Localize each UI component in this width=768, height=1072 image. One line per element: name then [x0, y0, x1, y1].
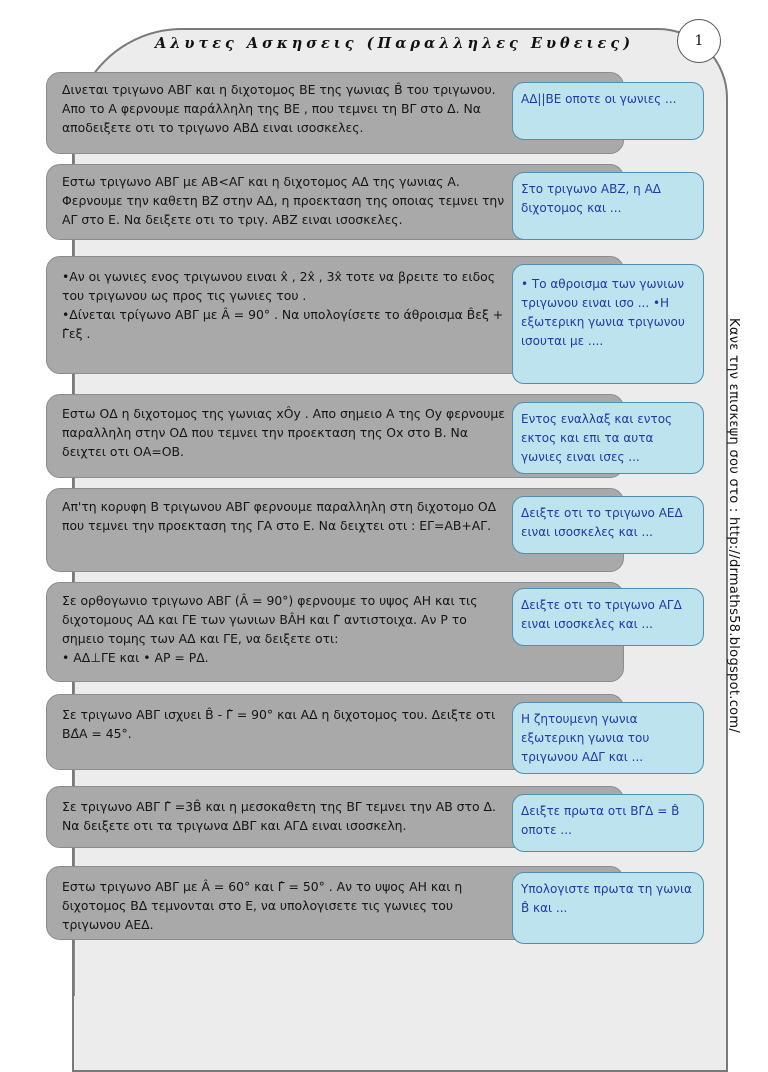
page-number-badge: 1 [677, 19, 721, 63]
exercise-text-b: • ΑΔ⊥ΓΕ και • ΑΡ = ΡΔ. [62, 650, 209, 665]
exercise-text: Δινεται τριγωνο ΑΒΓ και η διχοτομος ΒΕ της γωνιας B̂ του τριγωνου. Απο το Α φερνουμε παράλληλη της ΒΕ , που τεμνει τη ΒΓ στο Δ. Να αποδειξετε οτι το τριγωνο ΑΒΔ ειναι ισοσκελες. [62, 82, 496, 135]
hint-box-2 [512, 172, 704, 240]
hint-text: Η ζητουμενη γωνια εξωτερικη γωνια του τριγωνου ΑΔΓ και ... [521, 712, 650, 764]
hint-box-8 [512, 794, 704, 852]
hint-box-7 [512, 702, 704, 774]
exercise-text: Εστω τριγωνο ΑΒΓ με Â = 60° και Γ̂ = 50° . Αν το υψος ΑΗ και η διχοτομος ΒΔ τεμνονται στο Ε, να υπολογισετε τις γωνιες του τριγωνου ΑΕΔ. [62, 879, 463, 932]
hint-box-4 [512, 402, 704, 474]
exercise-text-b: •Δίνεται τρίγωνο ΑΒΓ με Â = 90° . Να υπολογίσετε το άθροισμα B̂εξ + Γ̂εξ . [62, 307, 504, 341]
exercise-text: Σε τριγωνο ΑΒΓ Γ̂ =3B̂ και η μεσοκαθετη της ΒΓ τεμνει την ΑΒ στο Δ. Να δειξετε οτι τα τριγωνα ΔΒΓ και ΑΓΔ ειναι ισοσκελη. [62, 799, 496, 833]
hint-text: Υπολογιστε πρωτα τη γωνια B̂ και ... [521, 882, 692, 915]
blog-side-note [726, 318, 756, 738]
exercise-text: Εστω τριγωνο ΑΒΓ με ΑΒ<ΑΓ και η διχοτομος ΑΔ της γωνιας Α. Φερνουμε την καθετη ΒΖ στην ΑΔ, η προεκταση της οποιας τεμνει την ΑΓ στο Ε. Να δειξετε οτι το τριγ. ΑΒΖ ειναι ισοσκελες. [62, 174, 505, 227]
exercise-text: Εστω ΟΔ η διχοτομος της γωνιας xÔy . Απο σημειο Α της Οy φερνουμε παραλληλη στην ΟΔ που τεμνει την προεκταση της Οx στο Β. Να δειχτει οτι ΟΑ=ΟΒ. [62, 406, 506, 459]
hint-box-9 [512, 872, 704, 944]
page-title: Αλυτες Ασκησεις (Παραλληλες Ευθειες) [155, 35, 635, 52]
hint-text: • Το αθροισμα των γωνιων τριγωνου ειναι ισο ... •Η εξωτερικη γωνια τριγωνου ισουται με .... [521, 277, 685, 348]
hint-box-1 [512, 82, 704, 140]
hint-text: Στο τριγωνο ΑΒΖ, η ΑΔ διχοτομος και ... [521, 182, 662, 215]
hint-text: Δειξτε πρωτα οτι ΒΓ̂Δ = B̂ οποτε ... [521, 804, 680, 837]
hint-text: Δειξτε οτι το τριγωνο ΑΕΔ ειναι ισοσκελες και ... [521, 506, 683, 539]
hint-text: Δειξτε οτι το τριγωνο ΑΓΔ ειναι ισοσκελες και ... [521, 598, 682, 631]
hint-box-5 [512, 496, 704, 554]
exercise-text: Σε τριγωνο ΑΒΓ ισχυει B̂ - Γ̂ = 90° και ΑΔ η διχοτομος του. Δειξτε οτι ΒΔ̂Α = 45°. [62, 707, 496, 741]
exercise-text-a: Σε ορθογωνιο τριγωνο ΑΒΓ (Â = 90°) φερνουμε το υψος ΑΗ και τις διχοτομους ΑΔ και ΓΕ των γωνιων ΒÂΗ και Γ̂ αντιστοιχα. Αν Ρ το σημειο τομης των ΑΔ και ΓΕ, να δειξετε οτι: [62, 593, 478, 646]
hint-box-6 [512, 588, 704, 646]
hint-text: ΑΔ||ΒΕ οποτε οι γωνιες ... [521, 92, 677, 106]
hint-box-3 [512, 264, 704, 384]
exercise-text: Απ'τη κορυφη Β τριγωνου ΑΒΓ φερνουμε παραλληλη στη διχοτομο ΟΔ που τεμνει την προεκταση της ΓΑ στο Ε. Να δειχτει οτι : ΕΓ=ΑΒ+ΑΓ. [62, 499, 497, 533]
hint-text: Εντος εναλλαξ και εντος εκτος και επι τα αυτα γωνιες ειναι ισες ... [521, 412, 673, 464]
exercise-text-a: •Αν οι γωνιες ενος τριγωνου ειναι x̂ , 2x̂ , 3x̂ τοτε να βρειτε το ειδος του τριγωνου ως προς τις γωνιες του . [62, 269, 496, 303]
blog-url-text: Κανε την επισκεψη σου στο : http://drmaths58.blogspot.com/ [726, 318, 741, 734]
